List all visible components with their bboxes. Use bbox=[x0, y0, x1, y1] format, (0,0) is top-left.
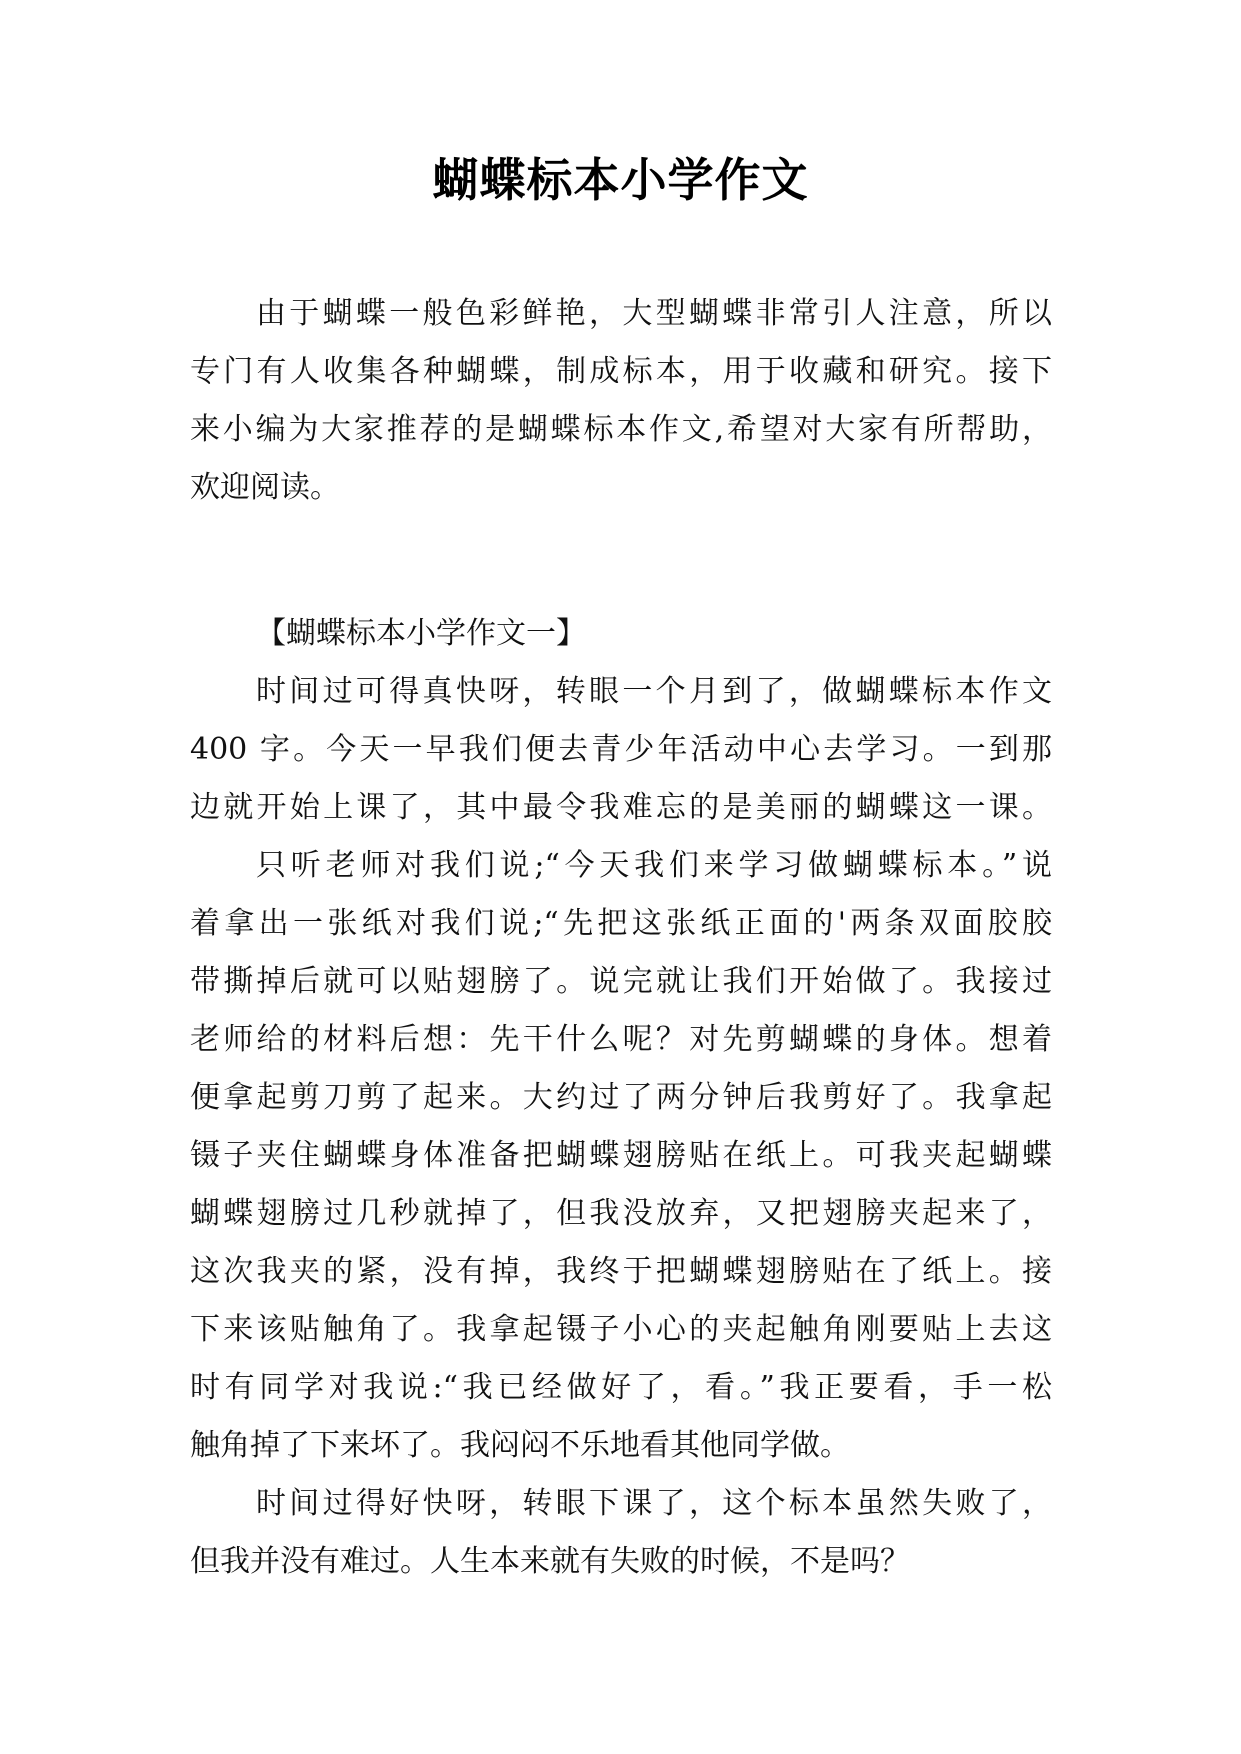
essay-paragraph-1 bbox=[190, 663, 1052, 837]
text-line: 只听老师对我们说;“今天我们来学习做蝴蝶标本。”说 bbox=[256, 848, 1052, 883]
text-line: 蝴蝶翅膀过几秒就掉了，但我没放弃，又把翅膀夹起来了， bbox=[190, 1196, 1052, 1231]
text-line: 边就开始上课了，其中最令我难忘的是美丽的蝴蝶这一课。 bbox=[190, 790, 1052, 825]
text-line: 但我并没有难过。人生本来就有失败的时候，不是吗？ bbox=[190, 1544, 910, 1579]
text-line: 镊子夹住蝴蝶身体准备把蝴蝶翅膀贴在纸上。可我夹起蝴蝶 bbox=[190, 1138, 1052, 1173]
essay-paragraph-3 bbox=[190, 1475, 1052, 1591]
text-line: 着拿出一张纸对我们说;“先把这张纸正面的'两条双面胶胶 bbox=[190, 906, 1052, 941]
text-line: 时有同学对我说:“我已经做好了，看。”我正要看，手一松 bbox=[190, 1370, 1052, 1405]
text-line: 时间过可得真快呀，转眼一个月到了，做蝴蝶标本作文 bbox=[256, 674, 1052, 709]
text-line: 老师给的材料后想：先干什么呢？对先剪蝴蝶的身体。想着 bbox=[190, 1022, 1052, 1057]
text-line: 这次我夹的紧，没有掉，我终于把蝴蝶翅膀贴在了纸上。接 bbox=[190, 1254, 1052, 1289]
text-line: 触角掉了下来坏了。我闷闷不乐地看其他同学做。 bbox=[190, 1428, 850, 1463]
text-line: 由于蝴蝶一般色彩鲜艳，大型蝴蝶非常引人注意，所以 bbox=[256, 296, 1052, 331]
section-heading: 【蝴蝶标本小学作文一】 bbox=[256, 616, 586, 651]
text-line: 欢迎阅读。 bbox=[190, 470, 340, 505]
text-line: 带撕掉后就可以贴翅膀了。说完就让我们开始做了。我接过 bbox=[190, 964, 1052, 999]
text-line: 时间过得好快呀，转眼下课了，这个标本虽然失败了， bbox=[256, 1486, 1052, 1521]
paragraph-gap bbox=[190, 517, 1052, 605]
text-line: 400 字。今天一早我们便去青少年活动中心去学习。一到那 bbox=[190, 732, 1052, 767]
document-body bbox=[190, 285, 1052, 1591]
text-line: 专门有人收集各种蝴蝶，制成标本，用于收藏和研究。接下 bbox=[190, 354, 1052, 389]
text-line: 便拿起剪刀剪了起来。大约过了两分钟后我剪好了。我拿起 bbox=[190, 1080, 1052, 1115]
page-title: 蝴蝶标本小学作文 bbox=[432, 153, 809, 207]
intro-paragraph bbox=[190, 285, 1052, 517]
text-line: 下来该贴触角了。我拿起镊子小心的夹起触角刚要贴上去这 bbox=[190, 1312, 1052, 1347]
text-line: 来小编为大家推荐的是蝴蝶标本作文,希望对大家有所帮助， bbox=[190, 412, 1052, 447]
essay-paragraph-2 bbox=[190, 837, 1052, 1475]
